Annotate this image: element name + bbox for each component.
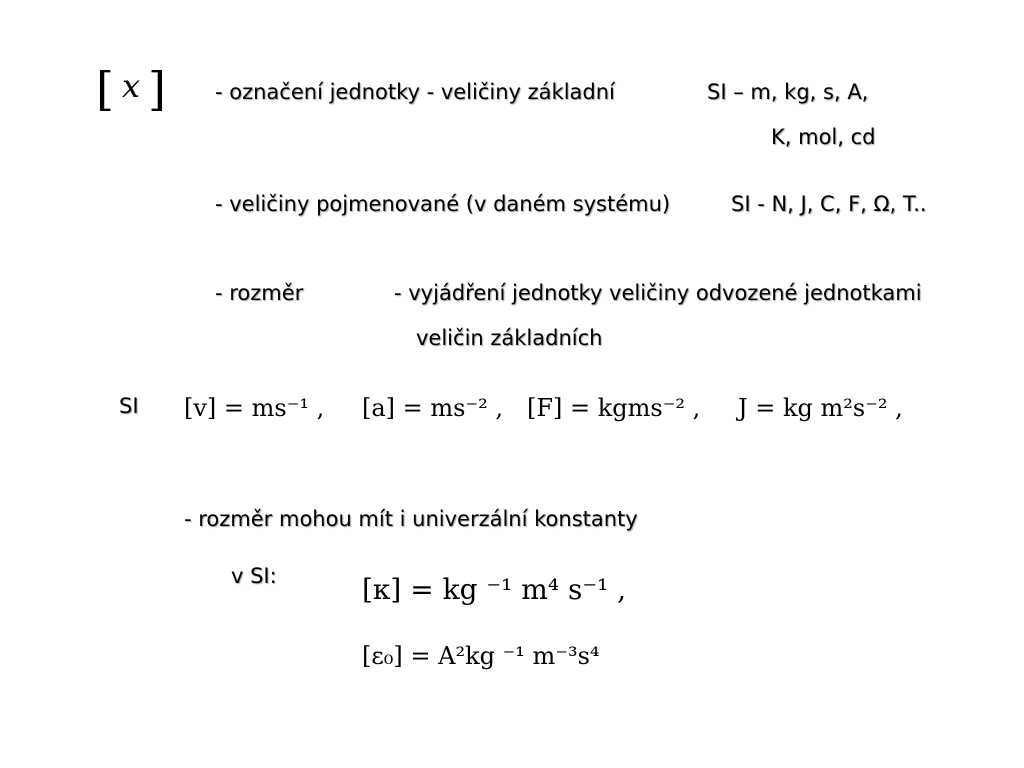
unit-bracket-symbol: [ x ] — [96, 62, 166, 116]
formula-kappa: [κ] = kg ⁻¹ m⁴ s⁻¹ , — [362, 573, 627, 606]
v-si-label: v SI: — [231, 564, 277, 588]
formula-velocity: [v] = ms⁻¹ , — [184, 394, 325, 422]
line3-right-cont: veličin základních — [416, 326, 603, 350]
formula-epsilon0: [ε₀] = A²kg ⁻¹ m⁻³s⁴ — [362, 642, 600, 670]
line3-left: - rozměr — [215, 281, 304, 305]
formula-acceleration: [a] = ms⁻² , — [362, 394, 504, 422]
line4: - rozměr mohou mít i univerzální konstanty — [184, 507, 638, 531]
line2-left: - veličiny pojmenované (v daném systému) — [215, 192, 671, 216]
formula-force: [F] = kgms⁻² , — [527, 394, 701, 422]
line1-left: - označení jednotky - veličiny základní — [215, 80, 615, 104]
line1-right: SI – m, kg, s, A, — [707, 80, 869, 104]
line3-right: - vyjádření jednotky veličiny odvozené jednotkami — [394, 281, 922, 305]
si-label: SI — [119, 394, 139, 418]
line1-right-cont: K, mol, cd — [771, 125, 876, 149]
line2-right: SI - N, J, C, F, Ω, T.. — [731, 192, 927, 216]
formula-energy: J = kg m²s⁻² , — [738, 394, 903, 422]
